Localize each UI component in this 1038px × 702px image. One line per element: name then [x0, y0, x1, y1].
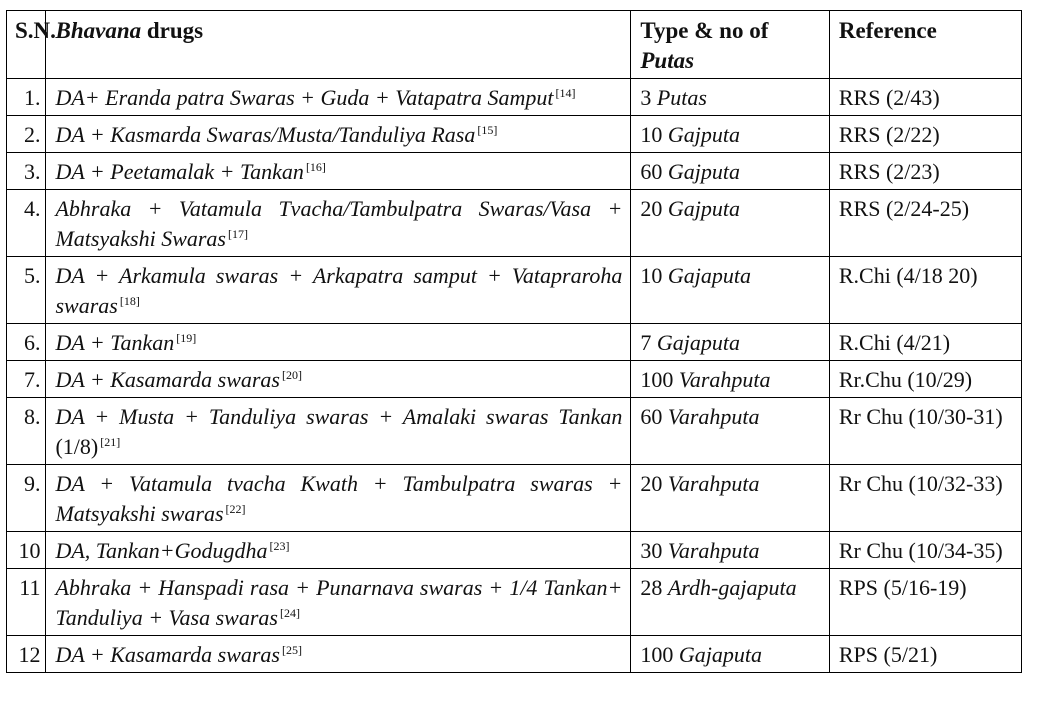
row-bhavana-drugs	[46, 153, 631, 190]
drug-text: DA + Peetamalak + Tankan	[55, 159, 304, 184]
puta-count: 20	[640, 471, 663, 496]
citation-number: [21]	[100, 434, 121, 449]
row-bhavana-drugs	[46, 361, 631, 398]
puta-type: Gajputa	[667, 122, 740, 147]
puta-count: 100	[640, 367, 674, 392]
puta-count: 100	[640, 642, 674, 667]
drug-text: DA+ Eranda patra Swaras + Guda + Vatapatra Samput	[55, 85, 554, 110]
table-row	[7, 361, 1022, 398]
row-reference: RRS (2/43)	[829, 79, 1021, 116]
drug-text: DA + Kasamarda swaras	[55, 367, 280, 392]
puta-count: 10	[640, 263, 663, 288]
row-reference: RRS (2/22)	[829, 116, 1021, 153]
table-row	[7, 465, 1022, 532]
table-row	[7, 190, 1022, 257]
header-drugs-word: drugs	[141, 18, 204, 43]
row-bhavana-drugs	[46, 532, 631, 569]
table-row	[7, 398, 1022, 465]
row-serial-number: 11	[7, 569, 46, 636]
row-reference: RRS (2/23)	[829, 153, 1021, 190]
puta-count: 60	[640, 404, 663, 429]
puta-type: Varahputa	[678, 367, 771, 392]
header-type-no-putas	[631, 11, 830, 79]
puta-type: Varahputa	[667, 538, 760, 563]
citation-number: [18]	[119, 293, 140, 308]
citation-number: [19]	[176, 330, 197, 345]
puta-count: 10	[640, 122, 663, 147]
citation-number: [22]	[225, 501, 246, 516]
header-putas-word: Putas	[640, 48, 695, 73]
table-row	[7, 116, 1022, 153]
row-bhavana-drugs	[46, 398, 631, 465]
row-type-no-putas	[631, 116, 830, 153]
header-bhavana-drugs	[46, 11, 631, 79]
row-serial-number: 8.	[7, 398, 46, 465]
drug-tail-text: (1/8)	[55, 434, 99, 459]
row-reference: RRS (2/24-25)	[829, 190, 1021, 257]
row-reference: Rr Chu (10/32-33)	[829, 465, 1021, 532]
row-serial-number: 1.	[7, 79, 46, 116]
citation-number: [20]	[282, 367, 302, 382]
table-row	[7, 569, 1022, 636]
puta-count: 28	[640, 575, 663, 600]
puta-count: 7	[640, 330, 652, 355]
row-bhavana-drugs	[46, 257, 631, 324]
citation-number: [14]	[555, 85, 576, 100]
puta-type: Gajaputa	[656, 330, 740, 355]
table-body	[7, 79, 1022, 673]
row-type-no-putas	[631, 569, 830, 636]
drug-text: DA, Tankan+Godugdha	[55, 538, 268, 563]
header-reference: Reference	[829, 11, 1021, 79]
row-serial-number: 7.	[7, 361, 46, 398]
table-header-row	[7, 11, 1022, 79]
puta-type: Gajaputa	[667, 263, 751, 288]
row-type-no-putas	[631, 636, 830, 673]
row-type-no-putas	[631, 361, 830, 398]
row-reference: RPS (5/21)	[829, 636, 1021, 673]
row-bhavana-drugs	[46, 465, 631, 532]
row-reference: R.Chi (4/21)	[829, 324, 1021, 361]
table-row	[7, 153, 1022, 190]
row-type-no-putas	[631, 79, 830, 116]
puta-type: Gajputa	[667, 159, 740, 184]
drug-text: DA + Kasamarda swaras	[55, 642, 280, 667]
drug-text: Abhraka + Vatamula Tvacha/Tambulpatra Swaras/Vasa + Matsyakshi Swaras	[55, 196, 623, 251]
row-reference: R.Chi (4/18 20)	[829, 257, 1021, 324]
puta-count: 60	[640, 159, 663, 184]
drug-text: Abhraka + Hanspadi rasa + Punarnava swaras + 1/4 Tankan+ Tanduliya + Vasa swaras	[55, 575, 623, 630]
table-row	[7, 79, 1022, 116]
puta-type: Varahputa	[667, 404, 760, 429]
drug-text: DA + Kasmarda Swaras/Musta/Tanduliya Rasa	[55, 122, 476, 147]
row-bhavana-drugs	[46, 324, 631, 361]
citation-number: [16]	[305, 159, 326, 174]
puta-type: Putas	[656, 85, 707, 110]
row-serial-number: 5.	[7, 257, 46, 324]
bhavana-drugs-table	[6, 10, 1022, 673]
row-serial-number: 12	[7, 636, 46, 673]
puta-count: 20	[640, 196, 663, 221]
row-reference: Rr Chu (10/30-31)	[829, 398, 1021, 465]
citation-number: [24]	[279, 605, 300, 620]
citation-number: [17]	[227, 226, 248, 241]
header-type-plain: Type & no of	[640, 18, 769, 43]
row-reference: RPS (5/16-19)	[829, 569, 1021, 636]
row-bhavana-drugs	[46, 116, 631, 153]
row-bhavana-drugs	[46, 636, 631, 673]
row-serial-number: 10	[7, 532, 46, 569]
row-serial-number: 6.	[7, 324, 46, 361]
row-type-no-putas	[631, 257, 830, 324]
table-row	[7, 636, 1022, 673]
row-serial-number: 4.	[7, 190, 46, 257]
header-sn: S.N.	[7, 11, 46, 79]
drug-text: DA + Vatamula tvacha Kwath + Tambulpatra swaras + Matsyakshi swaras	[55, 471, 623, 526]
puta-type: Varahputa	[667, 471, 760, 496]
row-serial-number: 2.	[7, 116, 46, 153]
row-type-no-putas	[631, 153, 830, 190]
row-type-no-putas	[631, 532, 830, 569]
row-type-no-putas	[631, 465, 830, 532]
puta-type: Gajaputa	[678, 642, 762, 667]
row-type-no-putas	[631, 324, 830, 361]
table-row	[7, 532, 1022, 569]
puta-type: Gajputa	[667, 196, 740, 221]
drug-text: DA + Musta + Tanduliya swaras + Amalaki swaras Tankan	[55, 404, 623, 429]
row-serial-number: 3.	[7, 153, 46, 190]
row-bhavana-drugs	[46, 569, 631, 636]
row-reference: Rr.Chu (10/29)	[829, 361, 1021, 398]
table-row	[7, 257, 1022, 324]
drug-text: DA + Tankan	[55, 330, 175, 355]
row-bhavana-drugs	[46, 79, 631, 116]
row-reference: Rr Chu (10/34-35)	[829, 532, 1021, 569]
row-type-no-putas	[631, 190, 830, 257]
drug-text: DA + Arkamula swaras + Arkapatra samput + Vatapraroha swaras	[55, 263, 623, 318]
row-serial-number: 9.	[7, 465, 46, 532]
citation-number: [15]	[477, 122, 498, 137]
header-bhavana-word: Bhavana	[55, 18, 142, 43]
row-type-no-putas	[631, 398, 830, 465]
table-row	[7, 324, 1022, 361]
puta-type: Ardh-gajaputa	[667, 575, 797, 600]
row-bhavana-drugs	[46, 190, 631, 257]
puta-count: 30	[640, 538, 663, 563]
puta-count: 3	[640, 85, 652, 110]
citation-number: [23]	[269, 538, 290, 553]
citation-number: [25]	[282, 642, 302, 657]
